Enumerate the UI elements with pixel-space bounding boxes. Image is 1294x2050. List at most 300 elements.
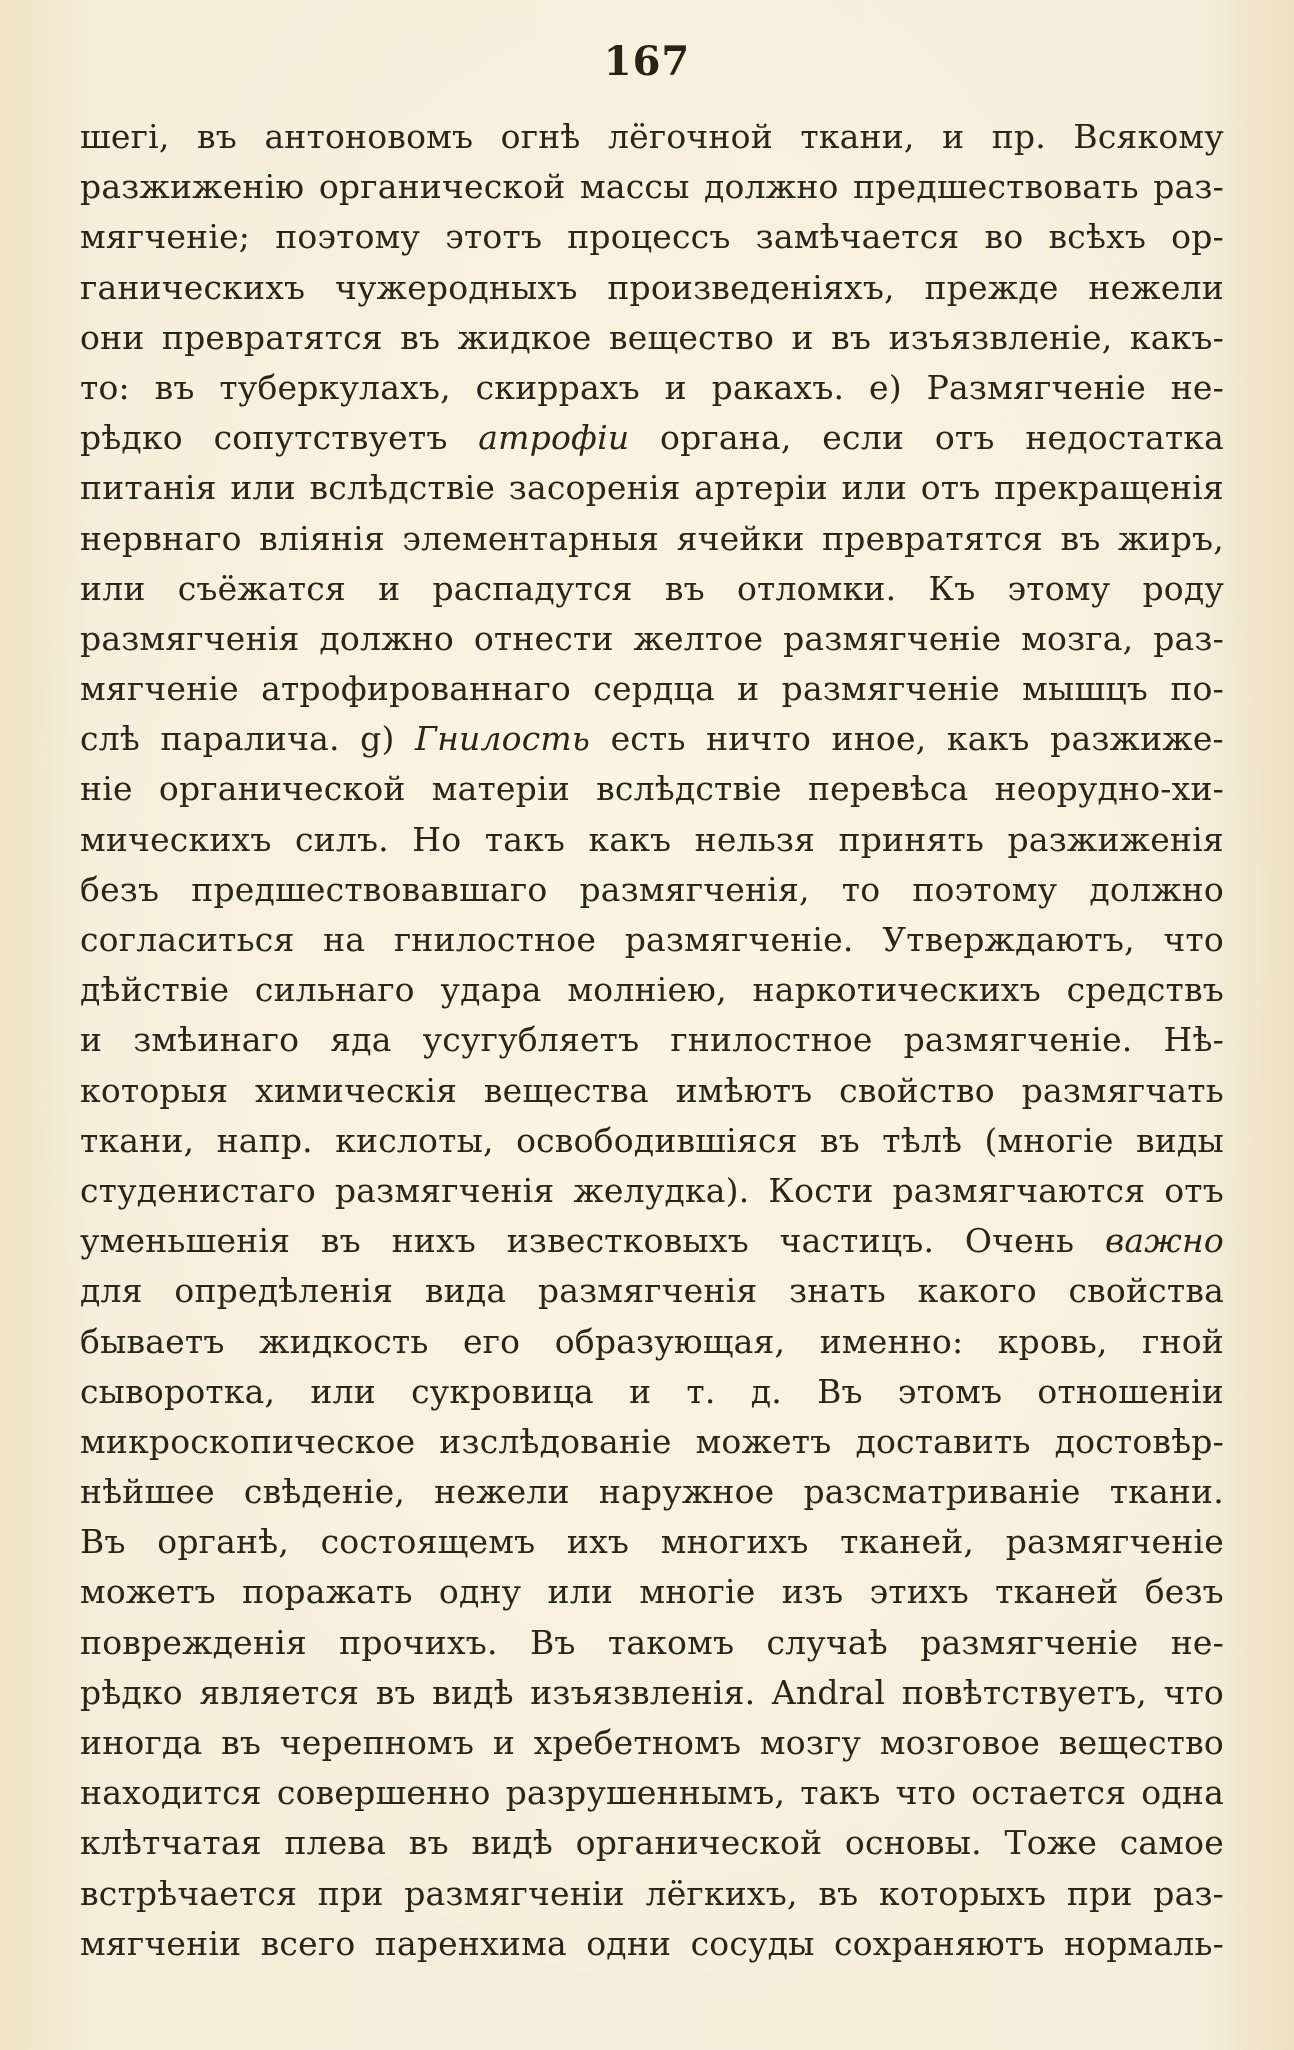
text-line xyxy=(80,664,1224,714)
word: плева xyxy=(284,1823,387,1863)
word: разжиже- xyxy=(1050,719,1224,759)
text-line xyxy=(80,865,1224,915)
word: размягченіе. xyxy=(624,920,854,959)
word: согласиться xyxy=(80,920,295,959)
word: именно: xyxy=(819,1321,964,1361)
word: если xyxy=(822,418,905,458)
word: раз- xyxy=(1153,1873,1224,1913)
word: безъ xyxy=(1144,1572,1224,1612)
text-line xyxy=(80,965,1224,1015)
text-line xyxy=(80,614,1224,664)
word: которыя xyxy=(80,1070,229,1110)
word: кровь, xyxy=(997,1321,1108,1361)
word: въ xyxy=(818,1873,859,1913)
word: огнѣ xyxy=(500,117,581,156)
word: размягченія xyxy=(334,1170,555,1210)
word: матеріи xyxy=(431,769,570,809)
word: съёжатся xyxy=(177,568,346,608)
word: повѣтствуетъ, xyxy=(901,1672,1147,1712)
word: въ xyxy=(197,117,237,156)
word: и xyxy=(492,1723,516,1762)
text-line xyxy=(80,1567,1224,1617)
text-line xyxy=(80,514,1224,564)
word: паренхима xyxy=(374,1923,567,1963)
word: по- xyxy=(1170,669,1224,709)
word: элементарныя xyxy=(402,518,660,558)
word: изъязвленія. xyxy=(530,1672,756,1712)
word: и xyxy=(942,117,965,156)
word: нихъ xyxy=(391,1221,476,1261)
word: органѣ, xyxy=(157,1522,290,1562)
text-line xyxy=(80,363,1224,413)
word: одну xyxy=(438,1572,522,1612)
word: рѣдко xyxy=(80,418,183,458)
word: размягченіе xyxy=(781,669,1000,709)
word: въ xyxy=(400,317,441,357)
word: разжиженія xyxy=(1007,819,1224,859)
text-line xyxy=(80,1869,1224,1919)
word: органической xyxy=(575,1823,823,1863)
word: вслѣдствіе xyxy=(309,468,496,508)
word: размягченія xyxy=(537,1271,758,1311)
word: нежели xyxy=(1088,267,1224,307)
word: въ xyxy=(408,1823,449,1863)
word: ничто xyxy=(706,719,812,759)
word: скиррахъ xyxy=(475,367,640,407)
word: тканей, xyxy=(840,1522,975,1562)
word: или xyxy=(230,468,296,508)
word: размягченія xyxy=(80,618,300,658)
word: засоренія xyxy=(508,468,681,508)
word: ткани, xyxy=(80,1120,195,1160)
word: процессъ xyxy=(567,217,731,257)
word: Нѣ- xyxy=(1163,1020,1224,1060)
word: многіе xyxy=(639,1572,756,1612)
word: одни xyxy=(586,1923,672,1963)
word: питанія xyxy=(80,468,217,508)
word: въ xyxy=(819,1120,860,1160)
text-line xyxy=(80,1116,1224,1166)
text-line xyxy=(80,915,1224,965)
word: (многіе xyxy=(984,1120,1114,1160)
text-line xyxy=(80,463,1224,513)
word: Всякому xyxy=(1073,117,1224,156)
word: безъ xyxy=(80,869,160,909)
word: знать xyxy=(789,1271,886,1311)
word: мягченіе; xyxy=(80,217,251,257)
word: органической xyxy=(158,769,406,809)
word: должно xyxy=(704,167,839,207)
word: змѣинаго xyxy=(133,1020,300,1060)
word: въ xyxy=(831,317,872,357)
text-line xyxy=(80,564,1224,614)
word: иногда xyxy=(80,1723,203,1762)
word: опредѣленія xyxy=(174,1271,394,1311)
word: свѣденіе, xyxy=(243,1472,406,1512)
word: является xyxy=(199,1672,360,1712)
text-line xyxy=(80,1166,1224,1216)
word: напр. xyxy=(216,1120,313,1160)
word: ихъ xyxy=(566,1522,630,1562)
word: сохраняютъ xyxy=(834,1923,1045,1963)
word: поэтому xyxy=(275,217,421,257)
word: предшествовать xyxy=(853,167,1139,207)
word: разжиженію xyxy=(80,167,305,207)
word: студенистаго xyxy=(80,1170,316,1210)
word: сукровица xyxy=(411,1371,594,1411)
word: которыхъ xyxy=(878,1873,1047,1913)
word: ракахъ. xyxy=(711,367,845,407)
text-line xyxy=(80,1768,1224,1818)
word: доставить xyxy=(855,1421,1031,1461)
word: его xyxy=(462,1321,521,1361)
word: остается xyxy=(971,1773,1127,1813)
word: силъ. xyxy=(294,819,389,859)
word: тѣлѣ xyxy=(882,1120,963,1160)
word: и xyxy=(664,367,687,407)
word: можетъ xyxy=(80,1572,216,1612)
word: т. xyxy=(686,1371,716,1411)
body-text xyxy=(80,112,1224,1969)
word: гной xyxy=(1142,1321,1224,1361)
word: размягченія, xyxy=(579,869,810,909)
word: этотъ xyxy=(445,217,543,257)
word: этихъ xyxy=(869,1572,969,1612)
text-line xyxy=(80,263,1224,313)
word: прочихъ. xyxy=(339,1622,498,1662)
page-number: 167 xyxy=(603,38,691,85)
word: при xyxy=(317,1873,384,1913)
word: размягченіе xyxy=(920,1622,1139,1662)
word: или xyxy=(310,1371,376,1411)
word: въ xyxy=(221,1723,262,1762)
word: бываетъ xyxy=(80,1321,225,1361)
word: этому xyxy=(1007,568,1111,608)
word: шегі, xyxy=(80,117,170,156)
word: вида xyxy=(424,1271,507,1311)
word: что xyxy=(895,1773,957,1813)
word: разрушеннымъ, xyxy=(505,1773,786,1813)
word: въ xyxy=(375,1672,416,1712)
text-line xyxy=(80,313,1224,363)
word: жидкое xyxy=(457,317,592,357)
word: клѣтчатая xyxy=(80,1823,262,1863)
word: размягченіе xyxy=(783,618,1002,658)
word: е) xyxy=(869,367,902,407)
word: нормаль- xyxy=(1063,1923,1224,1963)
word: превратятся xyxy=(822,518,1043,558)
word: наркотическихъ xyxy=(752,970,1041,1010)
word: ячейки xyxy=(676,518,805,558)
word: размягченіи xyxy=(404,1873,625,1913)
word: мозга, xyxy=(1021,618,1134,658)
text-line xyxy=(80,1417,1224,1467)
word: одна xyxy=(1141,1773,1224,1813)
word: Утверждаютъ, xyxy=(882,920,1135,959)
text-line xyxy=(80,815,1224,865)
word: химическія xyxy=(255,1070,458,1110)
text-line xyxy=(80,1517,1224,1567)
word: слѣ xyxy=(80,719,140,759)
word: антоновомъ xyxy=(264,117,474,156)
word: сильнаго xyxy=(254,970,415,1010)
word: дѣйствіе xyxy=(80,970,230,1010)
word: отъ xyxy=(920,468,981,508)
word: въ xyxy=(320,1221,361,1261)
word: мышцъ xyxy=(1022,669,1149,709)
word: гнилостное xyxy=(670,1020,873,1060)
word: поврежденія xyxy=(80,1622,307,1662)
word: Въ xyxy=(817,1371,863,1411)
text-line xyxy=(80,162,1224,212)
word: артеріи xyxy=(694,468,828,508)
word: какъ xyxy=(588,819,672,859)
word: такъ xyxy=(800,1773,881,1813)
word: этомъ xyxy=(897,1371,1003,1411)
word: раз- xyxy=(1153,618,1224,658)
word: сопутствуетъ xyxy=(213,418,448,458)
word: g) xyxy=(360,719,395,759)
word: Въ xyxy=(529,1622,576,1662)
word: и xyxy=(378,568,401,608)
text-line xyxy=(80,1718,1224,1768)
word: вещества xyxy=(483,1070,649,1110)
word: отломки. xyxy=(736,568,897,608)
text-line xyxy=(80,112,1224,162)
word: прекращенія xyxy=(994,468,1224,508)
word: жиръ, xyxy=(1117,518,1224,558)
text-line xyxy=(80,1618,1224,1668)
word: многихъ xyxy=(660,1522,809,1562)
word: разсматриваніе xyxy=(803,1472,1081,1512)
word: изслѣдованіе xyxy=(439,1421,672,1461)
word: самое xyxy=(1119,1823,1224,1863)
word: лёгкихъ, xyxy=(645,1873,798,1913)
word: д. xyxy=(750,1371,782,1411)
word: массы xyxy=(579,167,690,207)
word: желтое xyxy=(633,618,764,658)
word: на xyxy=(323,920,366,959)
word: сосуды xyxy=(690,1923,815,1963)
word: атрофіи xyxy=(478,418,630,458)
word: атрофированнаго xyxy=(261,669,571,709)
word: должно xyxy=(319,618,454,658)
word: не- xyxy=(1170,367,1224,407)
word: молніею, xyxy=(567,970,727,1010)
word: изъ xyxy=(781,1572,844,1612)
word: или xyxy=(80,568,146,608)
word: жидкость xyxy=(259,1321,429,1361)
word: замѣчается xyxy=(755,217,960,257)
word: Тоже xyxy=(1004,1823,1098,1863)
text-line xyxy=(80,1266,1224,1316)
word: такъ xyxy=(484,819,566,859)
word: изъязвленіе, xyxy=(888,317,1113,357)
word: образующая, xyxy=(554,1321,786,1361)
word: вещество xyxy=(608,317,775,357)
word: и xyxy=(791,317,814,357)
word: желудка). xyxy=(573,1170,750,1210)
word: превратятся xyxy=(161,317,383,357)
word: поэтому xyxy=(912,869,1058,909)
text-line xyxy=(80,1467,1224,1517)
word: вліянія xyxy=(259,518,385,558)
word: известковыхъ xyxy=(506,1221,749,1261)
word: они xyxy=(80,317,145,357)
word: то: xyxy=(80,367,130,407)
word: прежде xyxy=(924,267,1059,307)
word: лёгочной xyxy=(607,117,773,156)
word: уменьшенія xyxy=(80,1221,291,1261)
word: свойство xyxy=(839,1070,995,1110)
word: Къ xyxy=(928,568,976,608)
word: или xyxy=(547,1572,614,1612)
word: ткани, xyxy=(800,117,915,156)
word: поражать xyxy=(242,1572,413,1612)
word: размягченіе. xyxy=(903,1020,1133,1060)
word: произведеніяхъ, xyxy=(607,267,895,307)
word: неорудно-хи- xyxy=(994,769,1224,809)
word: наружное xyxy=(598,1472,775,1512)
word: въ xyxy=(1060,518,1101,558)
word: недостатка xyxy=(1025,418,1224,458)
word: что xyxy=(1163,920,1224,959)
word: отношеніи xyxy=(1037,1371,1224,1411)
word: должно xyxy=(1089,869,1224,909)
text-line xyxy=(80,1919,1224,1969)
word: то xyxy=(841,869,881,909)
word: яда xyxy=(330,1020,392,1060)
word: сердца xyxy=(593,669,715,709)
text-line xyxy=(80,413,1224,463)
word: достовѣр- xyxy=(1054,1421,1224,1461)
word: размягчаются xyxy=(892,1170,1146,1210)
word: распадутся xyxy=(432,568,633,608)
word: вслѣдствіе xyxy=(596,769,782,809)
word: или xyxy=(841,468,908,508)
word: отнести xyxy=(473,618,614,658)
word: тканей xyxy=(995,1572,1119,1612)
word: ор- xyxy=(1171,217,1224,257)
word: кислоты, xyxy=(335,1120,494,1160)
word: черепномъ xyxy=(279,1723,475,1762)
word: нельзя xyxy=(694,819,816,859)
word: есть xyxy=(610,719,686,759)
word: всѣхъ xyxy=(1048,217,1147,257)
word: какого xyxy=(917,1271,1037,1311)
word: пр. xyxy=(991,117,1046,156)
word: для xyxy=(80,1271,143,1311)
word: что xyxy=(1163,1672,1224,1712)
word: Гнилость xyxy=(415,719,591,759)
word: совершенно xyxy=(276,1773,491,1813)
word: иное, xyxy=(831,719,927,759)
word: паралича. xyxy=(160,719,340,759)
word: усугубляетъ xyxy=(422,1020,640,1060)
word: принять xyxy=(838,819,985,859)
word: видѣ xyxy=(432,1672,514,1712)
word: встрѣчается xyxy=(80,1873,298,1913)
word: и xyxy=(629,1371,652,1411)
word: какъ- xyxy=(1129,317,1224,357)
word: находится xyxy=(80,1773,262,1813)
word: вещество xyxy=(1058,1723,1224,1762)
word: средствъ xyxy=(1066,970,1224,1010)
word: органической xyxy=(318,167,566,207)
word: виды xyxy=(1135,1120,1224,1160)
word: чужеродныхъ xyxy=(335,267,578,307)
word: при xyxy=(1066,1873,1133,1913)
word: Andral xyxy=(771,1672,886,1712)
word: микроскопическое xyxy=(80,1421,416,1461)
text-line xyxy=(80,1015,1224,1065)
word: основы. xyxy=(844,1823,982,1863)
text-line xyxy=(80,1216,1224,1266)
word: ганическихъ xyxy=(80,267,306,307)
word: во xyxy=(984,217,1024,257)
word: свойства xyxy=(1068,1271,1224,1311)
text-line xyxy=(80,1066,1224,1116)
word: предшествовавшаго xyxy=(191,869,548,909)
word: случаѣ xyxy=(766,1622,888,1662)
word: мозгу xyxy=(759,1723,862,1762)
word: рѣдко xyxy=(80,1672,183,1712)
word: нѣйшее xyxy=(80,1472,215,1512)
text-line xyxy=(80,1317,1224,1367)
word: туберкулахъ, xyxy=(219,367,451,407)
word: удара xyxy=(440,970,542,1010)
word: отъ xyxy=(934,418,995,458)
word: Размягченіе xyxy=(926,367,1146,407)
word: можетъ xyxy=(695,1421,832,1461)
word: и xyxy=(80,1020,103,1060)
word: хребетномъ xyxy=(533,1723,742,1762)
word: какъ xyxy=(946,719,1030,759)
text-line xyxy=(80,1818,1224,1868)
word: видѣ xyxy=(471,1823,553,1863)
word: мягченіе xyxy=(80,669,239,709)
word: въ xyxy=(664,568,705,608)
word: и xyxy=(737,669,760,709)
word: не- xyxy=(1170,1622,1224,1662)
text-line xyxy=(80,1367,1224,1417)
word: нежели xyxy=(434,1472,570,1512)
word: размягчать xyxy=(1021,1070,1224,1110)
text-line xyxy=(80,1668,1224,1718)
word: состоящемъ xyxy=(320,1522,536,1562)
text-line xyxy=(80,714,1224,764)
word: мягченіи xyxy=(80,1923,242,1963)
word: Кости xyxy=(768,1170,874,1210)
word: органа, xyxy=(660,418,792,458)
word: въ xyxy=(154,367,195,407)
word: перевѣса xyxy=(807,769,969,809)
word: нервнаго xyxy=(80,518,242,558)
word: частицъ. xyxy=(779,1221,935,1261)
word: размягченіе xyxy=(1005,1522,1224,1562)
word: Но xyxy=(412,819,462,859)
word: отъ xyxy=(1164,1170,1224,1210)
text-line xyxy=(80,212,1224,262)
word: освободившіяся xyxy=(516,1120,798,1160)
word: раз- xyxy=(1153,167,1224,207)
word: ткани. xyxy=(1109,1472,1224,1512)
word: Въ xyxy=(80,1522,126,1562)
word: мическихъ xyxy=(80,819,272,859)
word: всего xyxy=(260,1923,356,1963)
word: роду xyxy=(1142,568,1224,608)
word: гнилостное xyxy=(393,920,597,959)
